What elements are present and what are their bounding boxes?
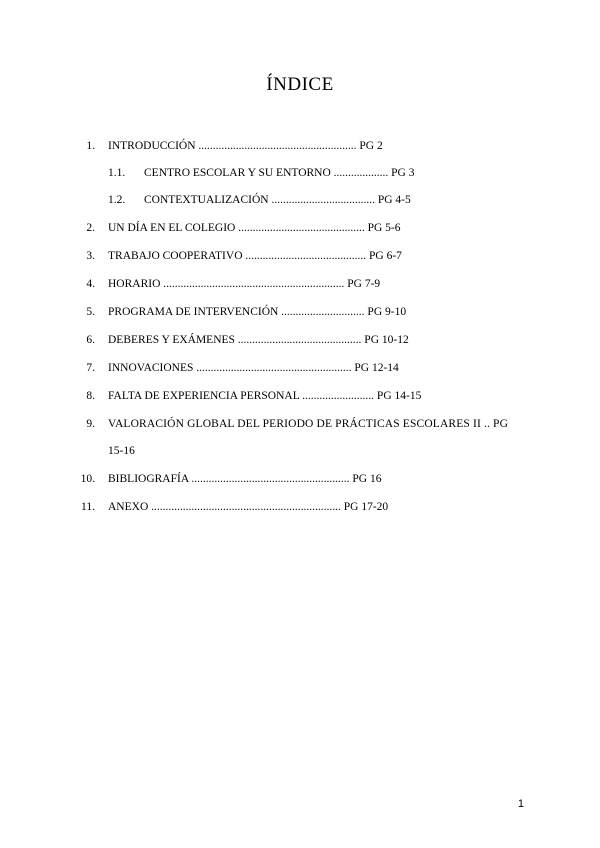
- toc-entry-text: INTRODUCCIÓN ....................................................... PG 2: [108, 140, 383, 152]
- toc-entry-text: PROGRAMA DE INTERVENCIÓN ............................. PG 9-10: [108, 306, 407, 318]
- toc-entry-text: INNOVACIONES ...................................................... PG 12-14: [108, 362, 399, 374]
- toc-entry-text: FALTA DE EXPERIENCIA PERSONAL ......................... PG 14-15: [108, 390, 422, 402]
- toc-entry-text: TRABAJO COOPERATIVO .......................................... PG 6-7: [108, 250, 402, 262]
- page-number: 1: [517, 798, 524, 810]
- toc-entry-number: 8.: [86, 390, 95, 402]
- toc-entry-text: CONTEXTUALIZACIÓN .................................... PG 4-5: [144, 194, 411, 206]
- toc-entry-number: 1.1.: [108, 167, 126, 179]
- toc-entry-number: 5.: [86, 306, 95, 318]
- toc-entry-number: 9.: [86, 418, 95, 430]
- toc-entry-text: BIBLIOGRAFÍA ....................................................... PG 16: [108, 473, 382, 485]
- toc-entry-text: ANEXO .................................................................. PG 17-20: [108, 501, 389, 513]
- toc-entry-number: 1.: [86, 140, 95, 152]
- toc-entry-pages: 15-16: [108, 445, 135, 457]
- toc-entry-number: 4.: [86, 278, 95, 290]
- toc-entry-number: 7.: [86, 362, 95, 374]
- toc-entry-number: 6.: [86, 334, 95, 346]
- toc-entry-text: UN DÍA EN EL COLEGIO ............................................ PG 5-6: [108, 222, 401, 234]
- toc-entry-text: CENTRO ESCOLAR Y SU ENTORNO ................... PG 3: [144, 167, 415, 179]
- page-title: ÍNDICE: [266, 74, 334, 95]
- toc-entry-text: VALORACIÓN GLOBAL DEL PERIODO DE PRÁCTICAS ESCOLARES II .. PG: [108, 418, 509, 430]
- toc-entry-number: 3.: [86, 250, 95, 262]
- toc-entry-text: DEBERES Y EXÁMENES ........................................... PG 10-12: [108, 334, 409, 346]
- toc-entry-number: 11.: [81, 501, 95, 513]
- toc-entry-number: 1.2.: [108, 194, 126, 206]
- toc-entry-number: 10.: [80, 473, 95, 485]
- toc-entry-text: HORARIO ............................................................... PG 7-9: [108, 278, 381, 290]
- toc-entry-number: 2.: [86, 222, 95, 234]
